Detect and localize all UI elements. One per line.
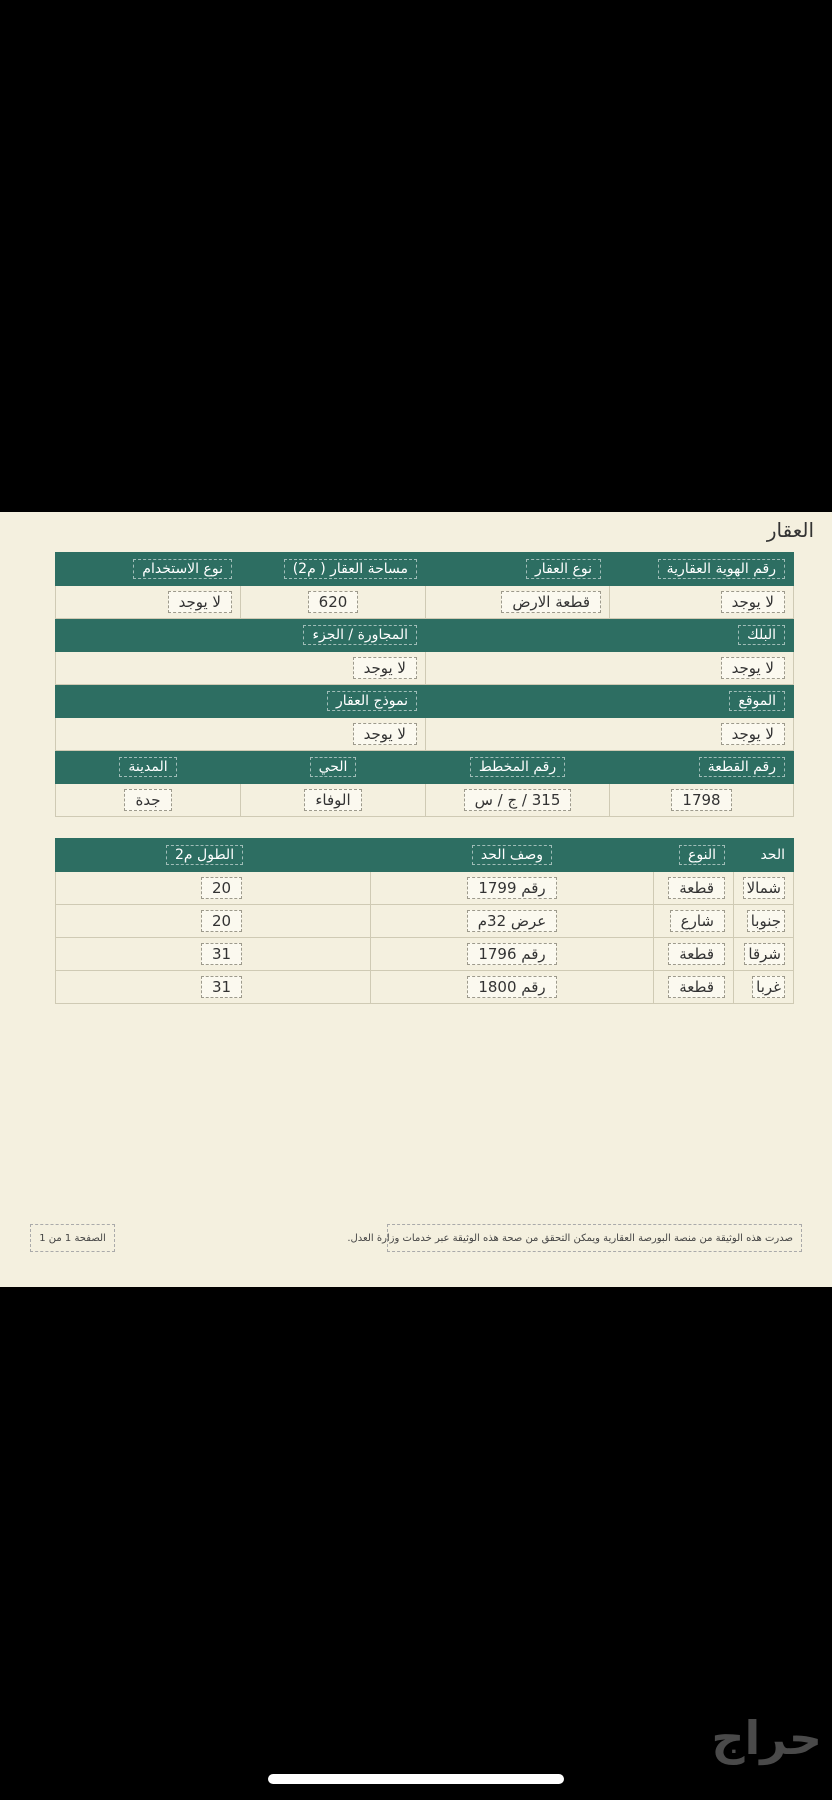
value-row [56,586,794,619]
header-cell: المجاورة / الجزء [303,625,417,645]
bound-type: قطعة [668,976,725,998]
header-row [56,839,794,872]
value-cell: لا يوجد [721,723,785,745]
header-cell: الحد [760,847,785,863]
bound-description: عرض 32م [467,910,558,932]
haraj-logo: حراج [711,1711,822,1765]
bound-direction: جنوبا [747,910,785,932]
header-cell: الحي [310,757,357,777]
header-cell: المدينة [119,757,176,777]
section-title: العقار [766,518,814,542]
header-cell: نوع العقار [526,559,601,579]
header-cell: نوع الاستخدام [133,559,232,579]
header-row [56,751,794,784]
bound-direction: شمالا [743,877,785,899]
value-row [56,784,794,817]
boundaries-table [55,838,794,1004]
verification-note: صدرت هذه الوثيقة من منصة البورصة العقارية ويمكن التحقق من صحة هذه الوثيقة عبر خدمات وزارة العدل. [387,1224,802,1252]
value-cell: 315 / ج / س [464,789,572,811]
bound-type: قطعة [668,943,725,965]
header-row [56,553,794,586]
bound-type: قطعة [668,877,725,899]
bound-length: 20 [201,877,242,899]
header-cell: نموذج العقار [327,691,417,711]
header-cell: رقم المخطط [470,757,565,777]
bound-type: شارع [670,910,725,932]
header-cell: الموقع [729,691,785,711]
header-row [56,685,794,718]
header-cell: رقم القطعة [699,757,785,777]
header-cell: وصف الحد [472,845,552,865]
header-cell: مساحة العقار ( م2) [284,559,417,579]
header-cell: النوع [679,845,725,865]
value-cell: 1798 [671,789,731,811]
table-row [56,971,794,1004]
bound-direction: غربا [752,976,785,998]
table-row [56,938,794,971]
bound-length: 20 [201,910,242,932]
header-cell: البلك [738,625,785,645]
value-cell: قطعة الارض [501,591,601,613]
value-cell: لا يوجد [721,591,785,613]
bound-description: رقم 1796 [467,943,556,965]
table-row [56,872,794,905]
bound-direction: شرقا [744,943,785,965]
page-number: الصفحة 1 من 1 [30,1224,115,1252]
table-row [56,905,794,938]
document-footer [30,1224,802,1254]
value-cell: لا يوجد [353,657,417,679]
bound-description: رقم 1800 [467,976,556,998]
bottom-area [0,1287,832,1800]
value-row [56,652,794,685]
property-table [55,552,794,817]
value-row [56,718,794,751]
document-page [0,512,832,1287]
value-cell: جدة [124,789,171,811]
bound-length: 31 [201,943,242,965]
value-cell: لا يوجد [168,591,232,613]
home-indicator[interactable] [268,1774,564,1784]
value-cell: 620 [308,591,359,613]
header-cell: رقم الهوية العقارية [658,559,785,579]
value-cell: لا يوجد [721,657,785,679]
value-cell: لا يوجد [353,723,417,745]
value-cell: الوفاء [304,789,361,811]
bound-description: رقم 1799 [467,877,556,899]
bound-length: 31 [201,976,242,998]
header-row [56,619,794,652]
header-cell: الطول م2 [166,845,243,865]
